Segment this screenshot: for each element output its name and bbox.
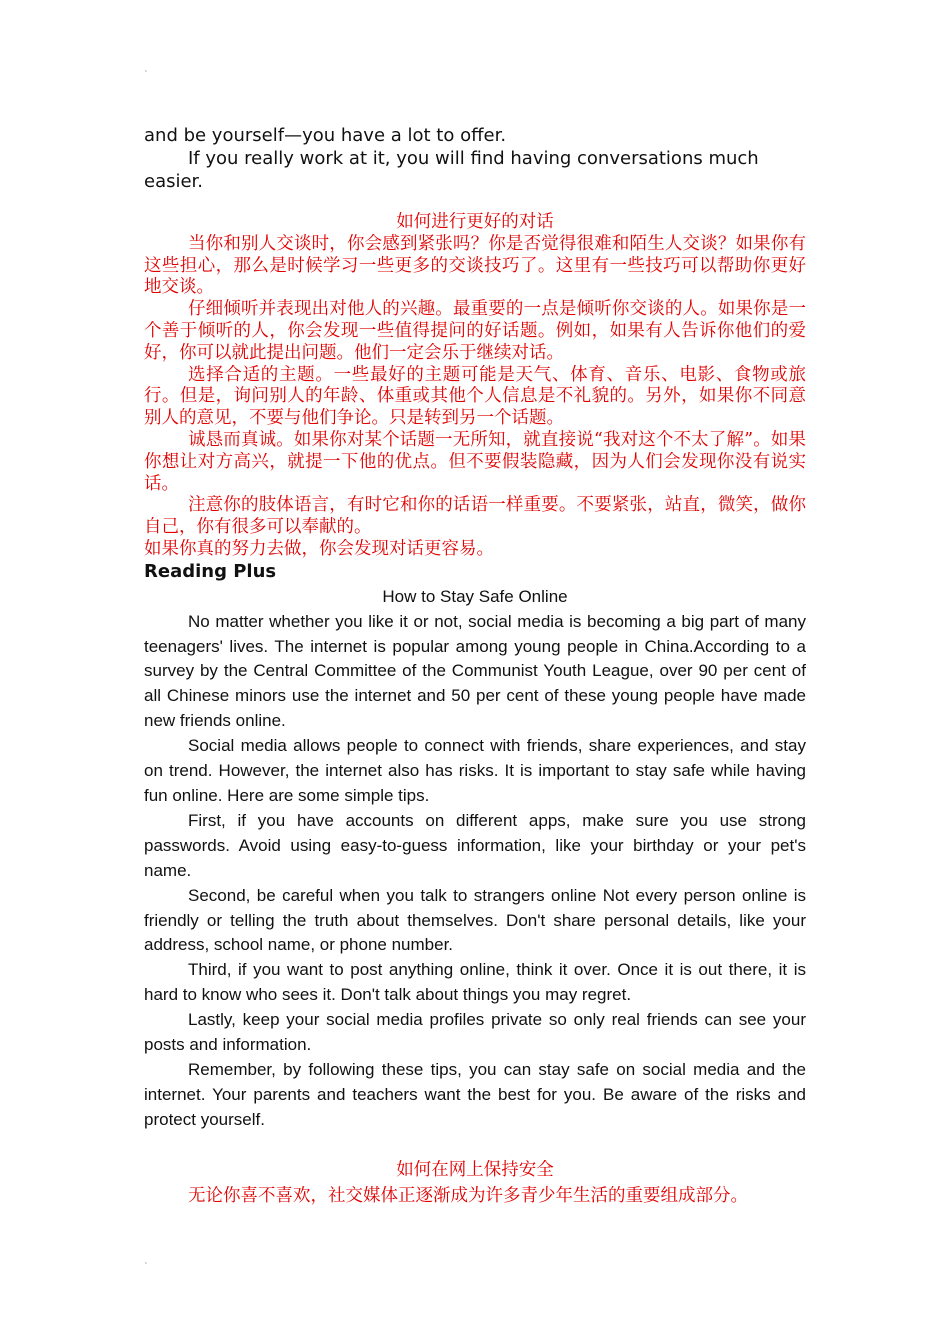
article-paragraph: Lastly, keep your social media profiles private so only real friends can see your posts and information. (144, 1010, 806, 1055)
section-heading-reading-plus: Reading Plus (144, 560, 277, 582)
zh-conversation-paragraph: 选择合适的主题。一些最好的主题可能是天气、体育、音乐、电影、食物或旅行。但是，询问别人的年龄、体重或其他个人信息是不礼貌的。另外，如果你不同意别人的意见，不要与他们争论。只是转到另一个话题。 (144, 364, 806, 429)
zh-conversation-translation (144, 212, 806, 561)
zh-conversation-paragraph: 仔细倾听并表现出对他人的兴趣。最重要的一点是倾听你交谈的人。如果你是一个善于倾听的人，你会发现一些值得提问的好话题。例如，如果有人告诉你他们的爱好，你可以就此提出问题。他们一定会乐于继续对话。 (144, 299, 806, 363)
article-paragraph: Third, if you want to post anything online, think it over. Once it is out there, it is hard to know who sees it. Don't talk about things you may regret. (144, 960, 806, 1005)
page-corner-mark-top: ˛ (144, 63, 148, 72)
continuation-closing: If you really work at it, you will find having conversations much easier. (144, 148, 759, 192)
zh-conversation-paragraph: 诚恳而真诚。如果你对某个话题一无所知，就直接说“我对这个不太了解”。如果你想让对方高兴，就提一下他的优点。但不要假装隐藏，因为人们会发现你没有说实话。 (144, 429, 806, 494)
article-paragraph: Remember, by following these tips, you can stay safe on social media and the internet. Your parents and teachers want the best for you. Be aware of the risks and protect yourself. (144, 1059, 806, 1129)
article-title: How to Stay Safe Online (382, 586, 568, 606)
article-paragraph: No matter whether you like it or not, social media is becoming a big part of many teenagers' lives. The internet is popular among young people in China.According to a survey by the Central Committee of the Communist Youth League, over 90 per cent of all Chinese minors use the internet and 50 per cent of these young people have made new friends online. (144, 611, 806, 731)
zh-safety-paragraph: 无论你喜不喜欢，社交媒体正逐渐成为许多青少年生活的重要组成部分。 (188, 1185, 748, 1206)
zh-safety-translation (144, 1157, 806, 1209)
zh-conversation-paragraph: 注意你的肢体语言，有时它和你的话语一样重要。不要紧张，站直，微笑，做你自己，你有很多可以奉献的。 (144, 495, 806, 538)
article-paragraph: Second, be careful when you talk to strangers online Not every person online is friendly or telling the truth about themselves. Don't share personal details, like your address, school name, or phone number. (144, 885, 806, 955)
zh-conversation-paragraph: 当你和别人交谈时，你会感到紧张吗？你是否觉得很难和陌生人交谈？如果你有这些担心，那么是时候学习一些更多的交谈技巧了。这里有一些技巧可以帮助你更好地交谈。 (144, 233, 806, 298)
document-page (144, 0, 806, 1209)
reading-plus-article (144, 585, 806, 1133)
zh-conversation-last-line: 如果你真的努力去做，你会发现对话更容易。 (144, 538, 494, 559)
continuation-line: and be yourself—you have a lot to offer. (144, 125, 507, 146)
page-corner-mark-bottom: ˛ (144, 1255, 148, 1264)
zh-safety-title: 如何在网上保持安全 (396, 1159, 554, 1180)
article-paragraph: First, if you have accounts on different apps, make sure you use strong passwords. Avoid using easy-to-guess information, like your birthday or your pet's name. (144, 810, 806, 880)
zh-conversation-title: 如何进行更好的对话 (396, 212, 554, 232)
article-paragraph: Social media allows people to connect with friends, share experiences, and stay on trend. However, the internet also has risks. It is important to stay safe while having fun online. Here are some simple tips. (144, 736, 806, 805)
